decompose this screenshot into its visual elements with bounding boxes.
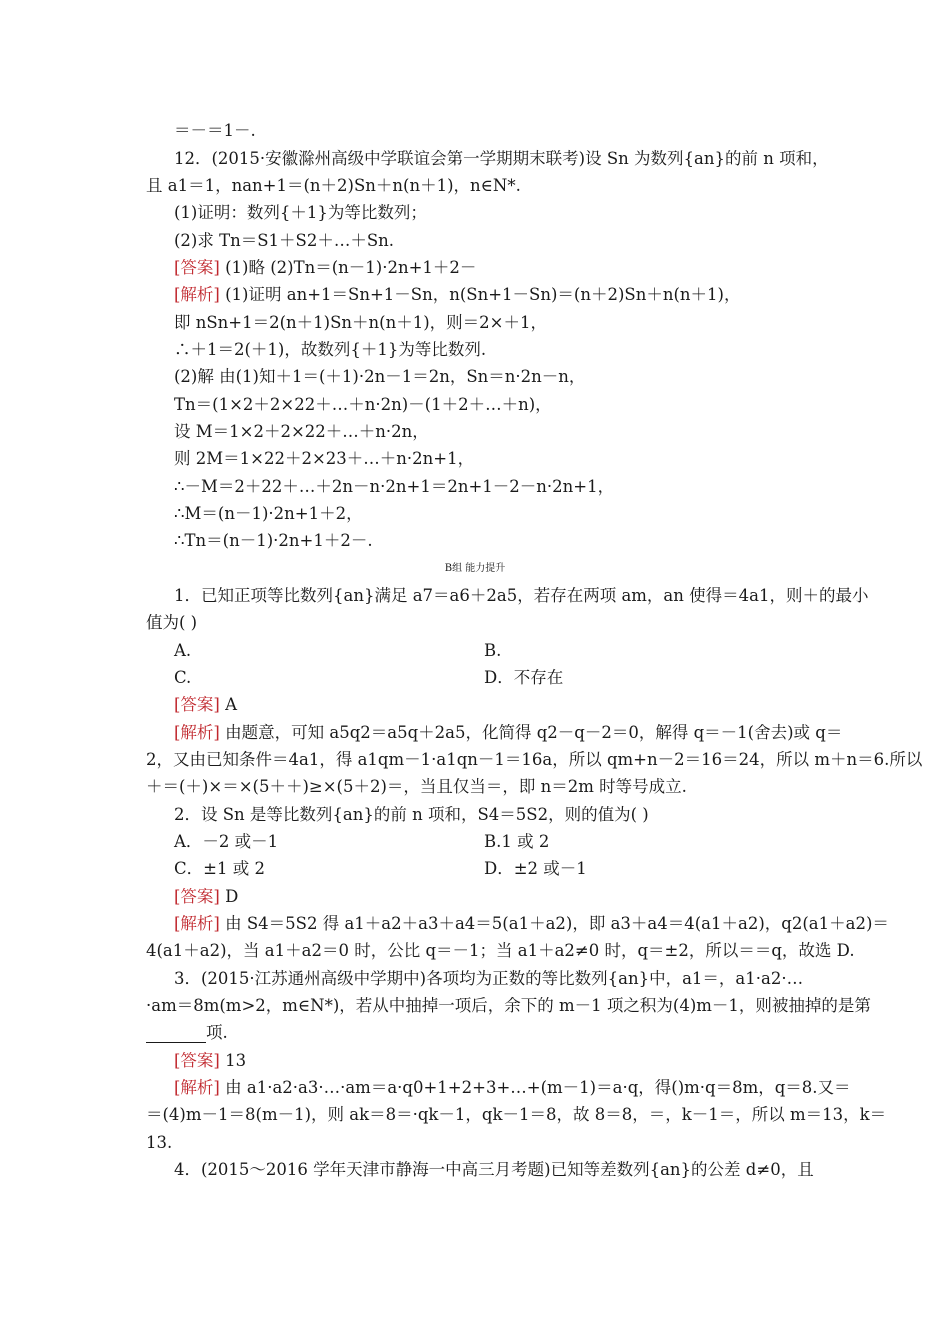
analysis-line	[174, 914, 889, 934]
answer-line	[174, 258, 476, 278]
question-4: 4．(2015～2016 学年天津市静海一中高三月考题)已知等差数列{an}的公差 d≠0，且	[174, 1160, 814, 1179]
analysis-line	[174, 285, 740, 305]
text-line: 值为( )	[146, 613, 198, 632]
answer-text: (1)略 (2)Tn＝(n－1)·2n+1＋2－	[219, 258, 477, 277]
question-1: 1．已知正项等比数列{an}满足 a7＝a6＋2a5，若存在两项 am，an 使得＝4a1，则＋的最小	[174, 586, 869, 605]
text-line: ∴－M＝2＋22＋…＋2n－n·2n+1＝2n+1－2－n·2n+1，	[174, 477, 615, 496]
text-line: 4(a1＋a2)，当 a1＋a2＝0 时，公比 q＝－1；当 a1＋a2≠0 时，q＝±2，所以＝＝q，故选 D.	[146, 941, 855, 960]
analysis-text: 由题意，可知 a5q2＝a5q＋2a5，化简得 q2－q－2＝0，解得 q＝－1(舍去)或 q＝	[219, 723, 843, 742]
analysis-text: 由 a1·a2·a3·…·am＝a·q0+1+2+3+…+(m－1)＝a·q，得()m·q＝8m，q＝8.又＝	[219, 1078, 851, 1097]
text-line: ＝(4)m－1＝8(m－1)，则 ak＝8＝·qk－1，qk－1＝8，故 8＝8，＝，k－1＝，所以 m＝13，k＝	[146, 1105, 887, 1124]
text-line: ＋＝(＋)×＝×(5＋＋)≥×(5＋2)＝，当且仅当＝，即 n＝2m 时等号成立.	[146, 777, 687, 796]
answer-text: 13	[219, 1051, 247, 1070]
text-line: (2)求 Tn＝S1＋S2＋…＋Sn.	[174, 231, 395, 250]
answer-line	[174, 887, 238, 907]
answer-tag: [答案]	[174, 887, 220, 906]
text-line: ∴M＝(n－1)·2n+1＋2，	[174, 504, 363, 523]
question-2: 2．设 Sn 是等比数列{an}的前 n 项和，S4＝5S2，则的值为( )	[174, 805, 649, 824]
analysis-line	[174, 723, 842, 743]
option-a: A.	[174, 641, 192, 660]
section-title: B组 能力提升	[444, 563, 506, 574]
option-a: A．－2 或－1	[174, 832, 279, 851]
option-c: C.	[174, 668, 192, 687]
text-line: ·am＝8m(m>2，m∈N*)，若从中抽掉一项后，余下的 m－1 项之积为(4)m－1，则被抽掉的是第	[146, 996, 871, 1015]
option-d: D．不存在	[484, 668, 564, 687]
text-line: 则 2M＝1×22＋2×23＋…＋n·2n+1，	[174, 449, 475, 468]
answer-blank	[146, 1026, 206, 1043]
option-b: B.1 或 2	[484, 832, 550, 851]
answer-line	[174, 695, 237, 715]
text-line: 13.	[146, 1133, 173, 1152]
answer-line	[174, 1051, 246, 1071]
analysis-tag: [解析]	[174, 914, 220, 933]
analysis-tag: [解析]	[174, 1078, 220, 1097]
text-line: 2，又由已知条件＝4a1，得 a1qm－1·a1qn－1＝16a，所以 qm+n－2＝16＝24，所以 m＋n＝6.所以	[146, 750, 923, 769]
text-line: 且 a1＝1，nan+1＝(n＋2)Sn＋n(n＋1)，n∈N*.	[146, 176, 521, 195]
answer-text: A	[219, 695, 238, 714]
option-c: C．±1 或 2	[174, 859, 265, 878]
text-line: ∴＋1＝2(＋1)，故数列{＋1}为等比数列.	[174, 340, 487, 359]
text-line: 设 M＝1×2＋2×22＋…＋n·2n，	[174, 422, 429, 441]
option-d: D．±2 或－1	[484, 859, 587, 878]
answer-tag: [答案]	[174, 258, 220, 277]
text-line: ＝－＝1－.	[174, 121, 256, 140]
text-line: 即 nSn+1＝2(n＋1)Sn＋n(n＋1)，则＝2×＋1，	[174, 313, 547, 332]
analysis-tag: [解析]	[174, 285, 220, 304]
answer-tag: [答案]	[174, 695, 220, 714]
question-12: 12．(2015·安徽滁州高级中学联谊会第一学期期末联考)设 Sn 为数列{an}的前 n 项和，	[174, 149, 829, 168]
analysis-line	[174, 1078, 851, 1098]
answer-text: D	[219, 887, 239, 906]
text-line: (1)证明：数列{＋1}为等比数列；	[174, 203, 427, 222]
analysis-text: (1)证明 an+1＝Sn+1－Sn，n(Sn+1－Sn)＝(n＋2)Sn＋n(n＋1)，	[219, 285, 741, 304]
text-line: (2)解 由(1)知＋1＝(＋1)·2n－1＝2n，Sn＝n·2n－n，	[174, 367, 586, 386]
analysis-tag: [解析]	[174, 723, 220, 742]
question-3: 3．(2015·江苏通州高级中学期中)各项均为正数的等比数列{an}中，a1＝，a1·a2·…	[174, 969, 804, 988]
analysis-text: 由 S4＝5S2 得 a1＋a2＋a3＋a4＝5(a1＋a2)，即 a3＋a4＝4(a1＋a2)，q2(a1＋a2)＝	[219, 914, 889, 933]
text-line: Tn＝(1×2＋2×22＋…＋n·2n)－(1＋2＋…＋n)，	[174, 395, 552, 414]
fill-blank-line	[146, 1023, 228, 1043]
option-b: B.	[484, 641, 502, 660]
answer-tag: [答案]	[174, 1051, 220, 1070]
text-line: 项.	[206, 1023, 228, 1042]
text-line: ∴Tn＝(n－1)·2n+1＋2－.	[174, 531, 373, 550]
